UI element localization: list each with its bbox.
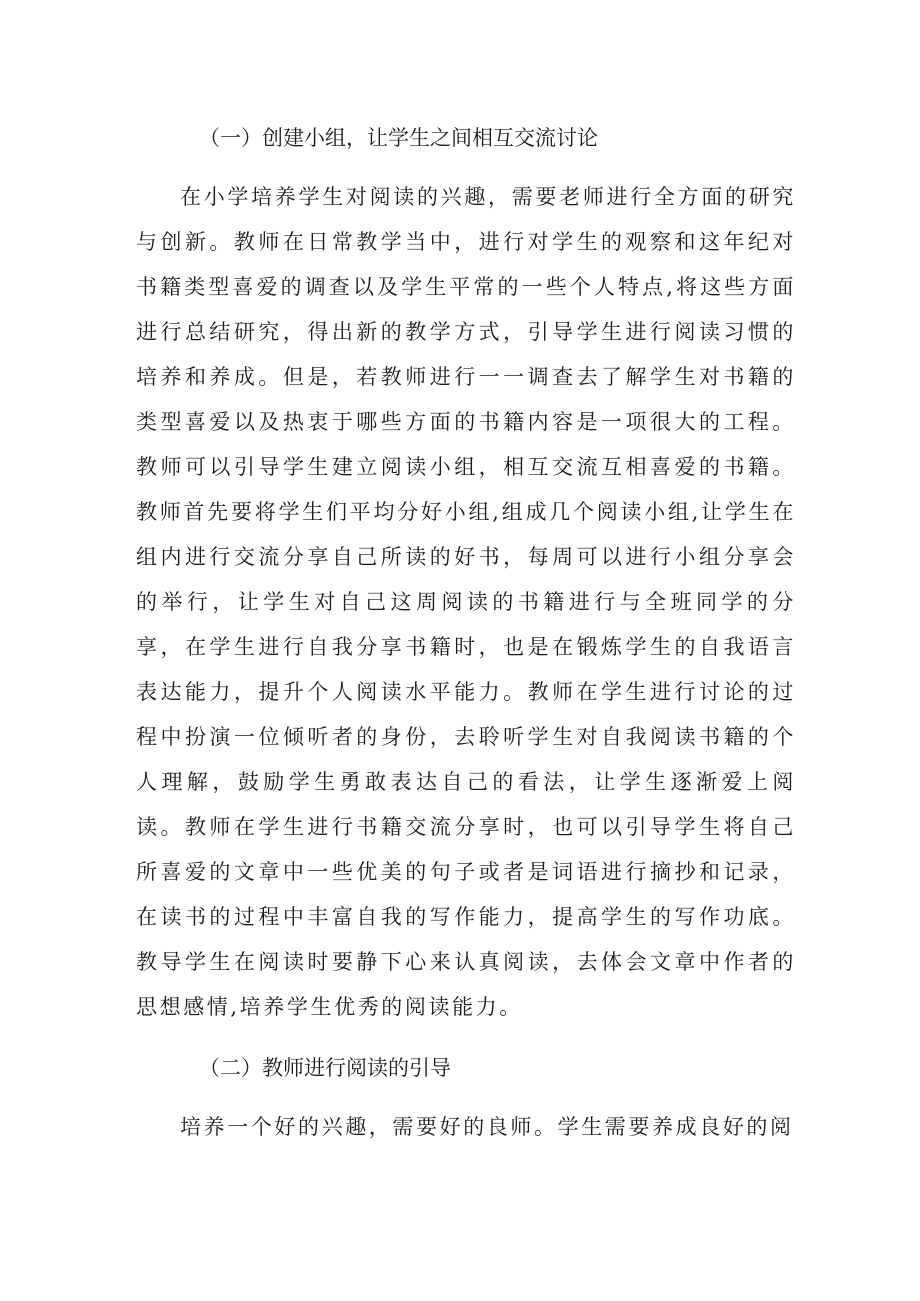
section-paragraph-2: 培养一个好的兴趣，需要好的良师。学生需要养成良好的阅 — [180, 1115, 794, 1139]
section-heading-1: （一）创建小组，让学生之间相互交流讨论 — [199, 126, 598, 150]
section-paragraph-1: 在小学培养学生对阅读的兴趣，需要老师进行全方面的研究与创新。教师在日常教学当中，进行对学生的观察和这年纪对书籍类型喜爱的调查以及学生平常的一些个人特点,将这些方面进行总结研究，得出新的教学方式，引导学生进行阅读习惯的培养和养成。但是，若教师进行一一调查去了解学生对书籍的类型喜爱以及热衷于哪些方面的书籍内容是一项很大的工程。教师可以引导学生建立阅读小组，相互交流互相喜爱的书籍。教师首先要将学生们平均分好小组,组成几个阅读小组,让学生在组内进行交流分享自己所读的好书，每周可以进行小组分享会的举行，让学生对自己这周阅读的书籍进行与全班同学的分享，在学生进行自我分享书籍时，也是在锻炼学生的自我语言表达能力，提升个人阅读水平能力。教师在学生进行讨论的过程中扮演一位倾听者的身份，去聆听学生对自我阅读书籍的个人理解，鼓励学生勇敢表达自己的看法，让学生逐渐爱上阅读。教师在学生进行书籍交流分享时，也可以引导学生将自己所喜爱的文章中一些优美的句子或者是词语进行摘抄和记录，在读书的过程中丰富自我的写作能力，提高学生的写作功底。教导学生在阅读时要静下心来认真阅读，去体会文章中作者的思想感情,培养学生优秀的阅读能力。 — [136, 185, 796, 1019]
section-heading-2: （二）教师进行阅读的引导 — [199, 1056, 451, 1080]
document-body — [136, 115, 796, 1150]
